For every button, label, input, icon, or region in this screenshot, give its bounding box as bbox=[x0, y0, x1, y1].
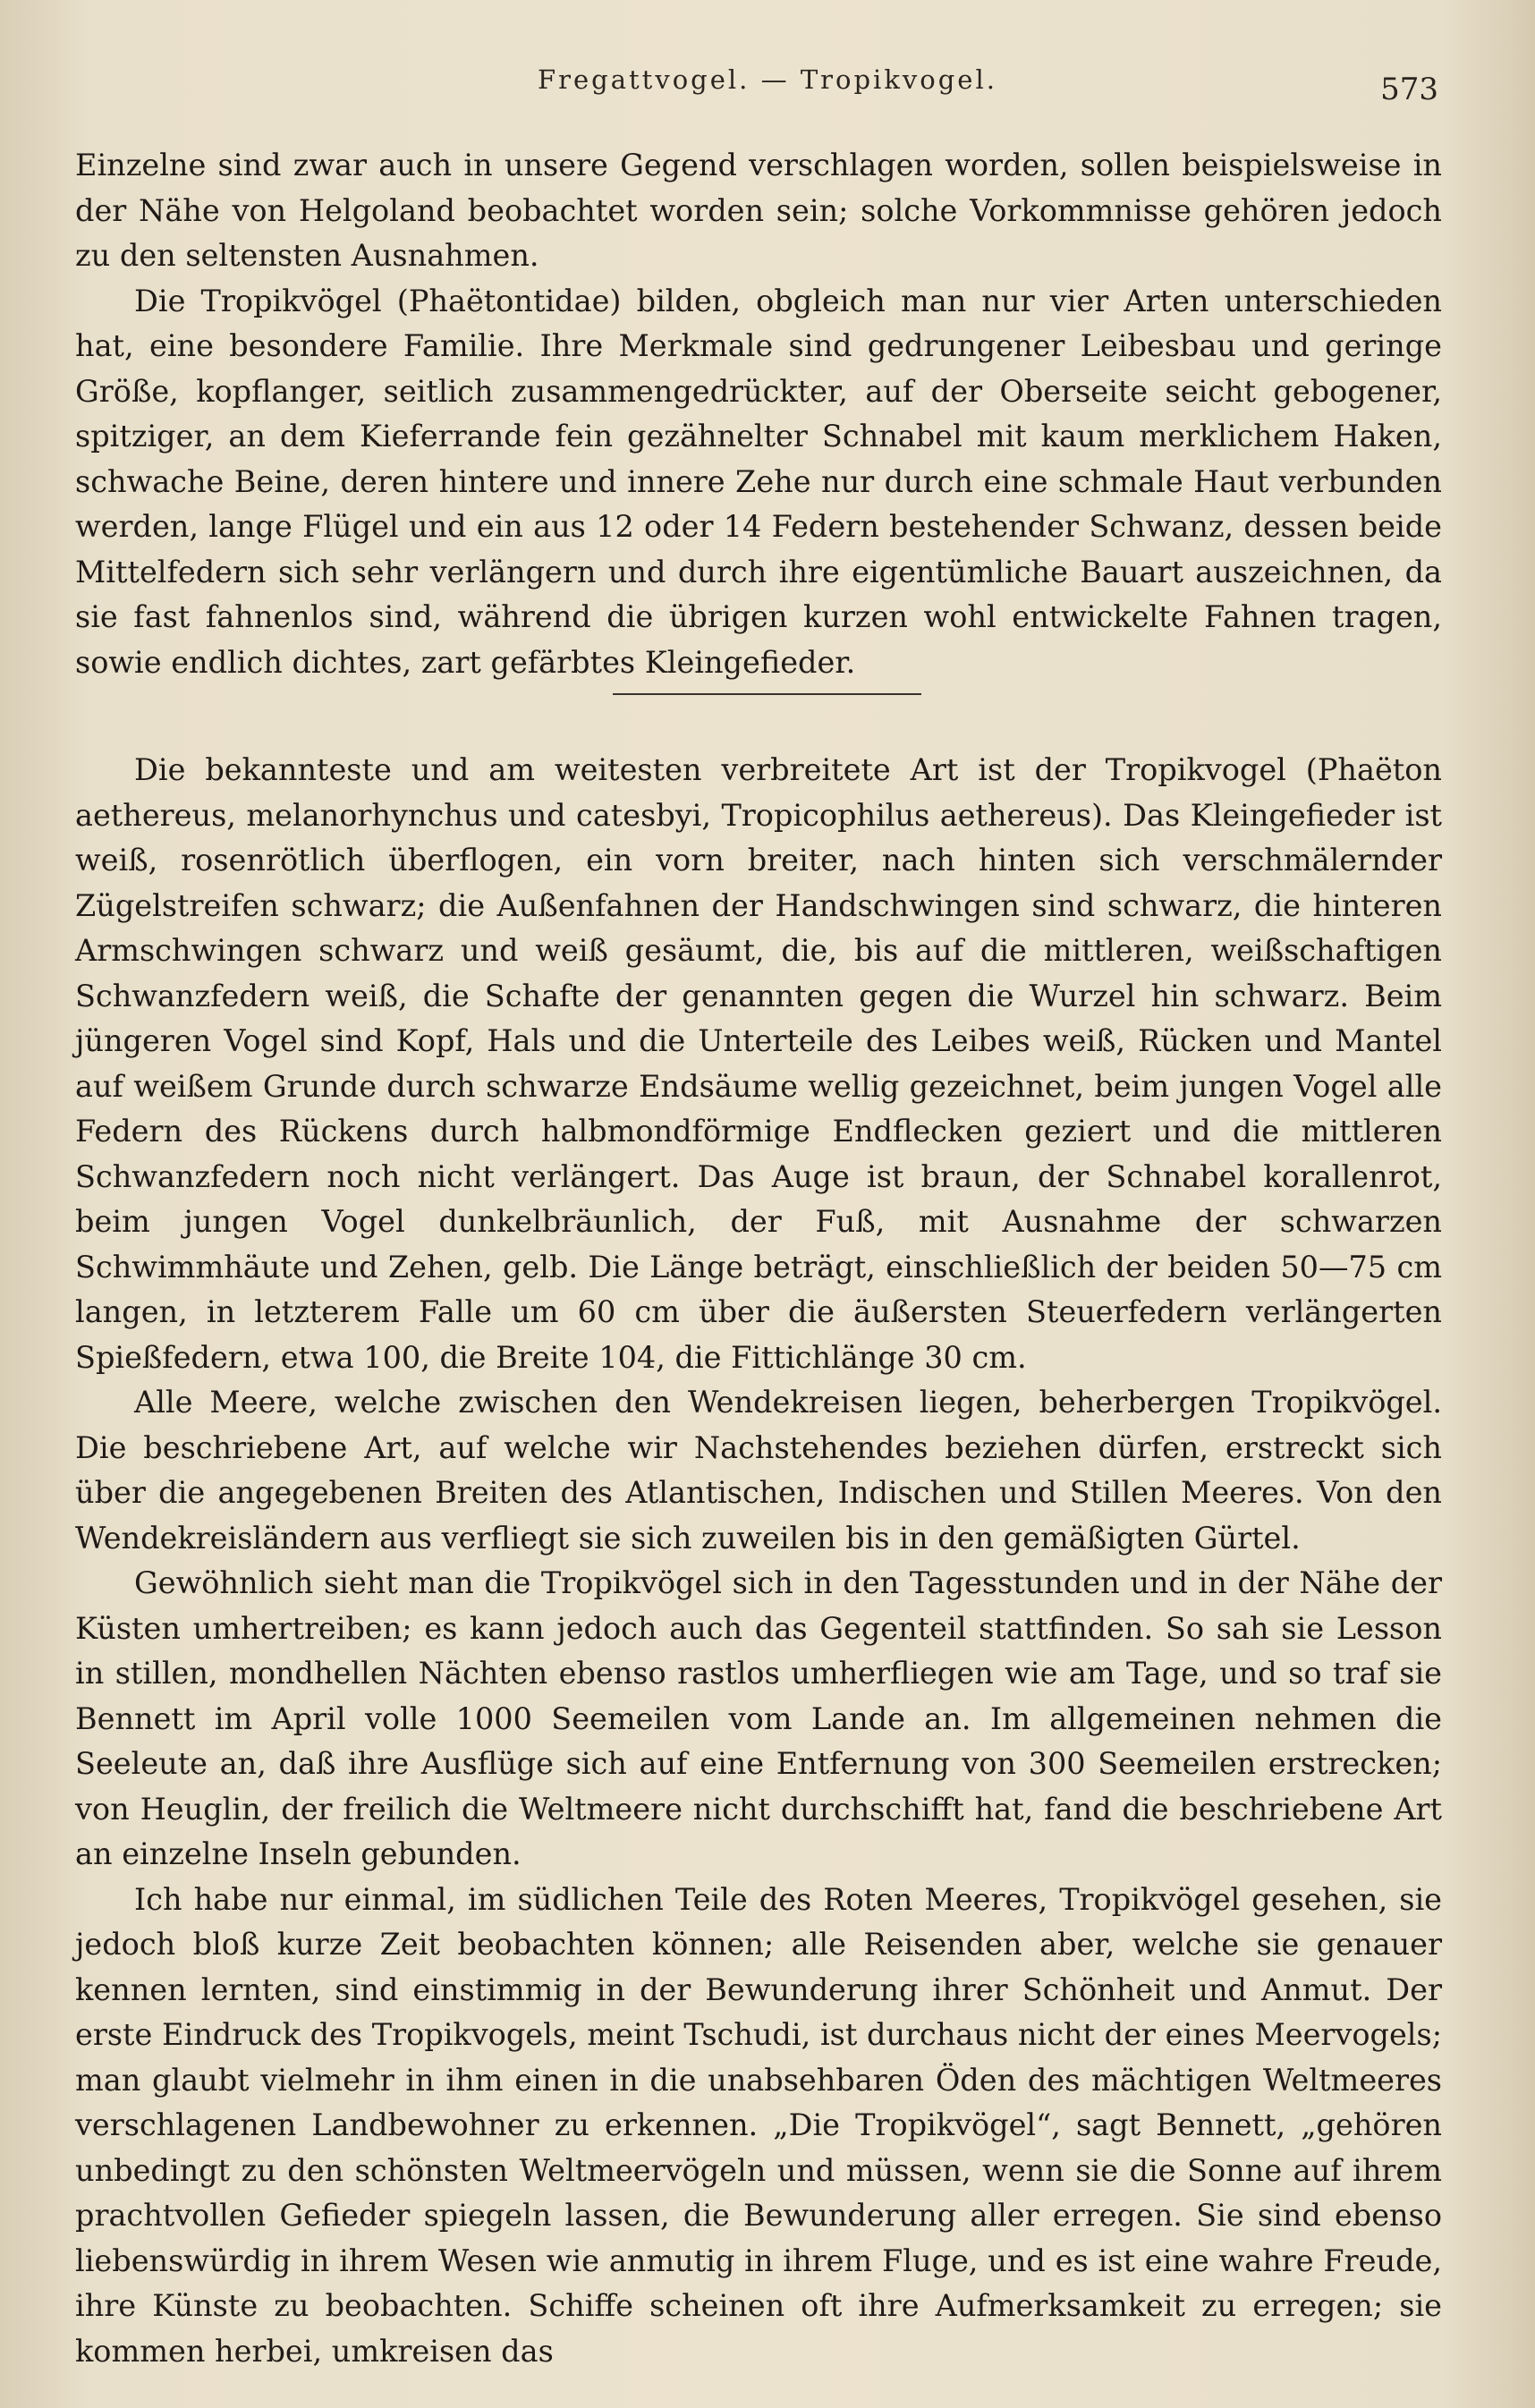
paragraph: Die Tropikvögel (Phaëtontidae) bilden, obgleich man nur vier Arten unterschieden hat, eine besondere Familie. Ihre Merkmale sind gedrungener Leibesbau und geringe Größe, kopflanger, seitlich zusammengedrückter, auf der Oberseite seicht gebogener, spitziger, an dem Kieferrande fein gezähnelter Schnabel mit kaum merklichem Haken, schwache Beine, deren hintere und innere Zehe nur durch eine schmale Haut verbunden werden, lange Flügel und ein aus 12 oder 14 Federn bestehender Schwanz, dessen beide Mittelfedern sich sehr verlängern und durch ihre eigentümliche Bauart auszeichnen, da sie fast fahnenlos sind, während die übrigen kurzen wohl entwickelte Fahnen tragen, sowie endlich dichtes, zart gefärbtes Kleingefieder. bbox=[75, 283, 1442, 680]
paragraph: Alle Meere, welche zwischen den Wendekreisen liegen, beherbergen Tropikvögel. Die beschriebene Art, auf welche wir Nachstehendes beziehen dürfen, erstreckt sich über die angegebenen Breiten des Atlantischen, Indischen und Stillen Meeres. Von den Wendekreisländern aus verfliegt sie sich zuweilen bis in den gemäßigten Gürtel. bbox=[75, 1385, 1442, 1556]
page-header bbox=[0, 64, 1535, 118]
section-species-description bbox=[75, 748, 1442, 2374]
paragraph: Die bekannteste und am weitesten verbreitete Art ist der Tropikvogel (Phaëton aethereus, melanorhynchus und catesbyi, Tropicophilus aethereus). Das Kleingefieder ist weiß, rosenrötlich überflogen, ein vorn breiter, nach hinten sich verschmälernder Zügelstreifen schwarz; die Außenfahnen der Handschwingen sind schwarz, die hinteren Armschwingen schwarz und weiß gesäumt, die, bis auf die mittleren, weißschaftigen Schwanzfedern weiß, die Schafte der genannten gegen die Wurzel hin schwarz. Beim jüngeren Vogel sind Kopf, Hals und die Unterteile des Leibes weiß, Rücken und Mantel auf weißem Grunde durch schwarze Endsäume wellig gezeichnet, beim jungen Vogel alle Federn des Rückens durch halbmondförmige Endflecken geziert und die mittleren Schwanzfedern noch nicht verlängert. Das Auge ist braun, der Schnabel korallenrot, beim jungen Vogel dunkelbräunlich, der Fuß, mit Ausnahme der schwarzen Schwimmhäute und Zehen, gelb. Die Länge beträgt, einschließlich der beiden 50—75 cm langen, in letzterem Falle um 60 cm über die äußersten Steuerfedern verlängerten Spießfedern, etwa 100, die Breite 104, die Fittichlänge 30 cm. bbox=[75, 752, 1442, 1375]
paragraph: Einzelne sind zwar auch in unsere Gegend verschlagen worden, sollen beispielsweise in der Nähe von Helgoland beobachtet worden sein; solche Vorkommnisse gehören jedoch zu den seltensten Ausnahmen. bbox=[75, 148, 1442, 273]
section-divider bbox=[613, 693, 921, 695]
page-number: 573 bbox=[1380, 72, 1438, 107]
paragraph: Gewöhnlich sieht man die Tropikvögel sich in den Tagesstunden und in der Nähe der Küsten umhertreiben; es kann jedoch auch das Gegenteil stattfinden. So sah sie Lesson in stillen, mondhellen Nächten ebenso rastlos umherfliegen wie am Tage, und so traf sie Bennett im April volle 1000 Seemeilen vom Lande an. Im allgemeinen nehmen die Seeleute an, daß ihre Ausflüge sich auf eine Entfernung von 300 Seemeilen erstrecken; von Heuglin, der freilich die Weltmeere nicht durchschifft hat, fand die beschriebene Art an einzelne Inseln gebunden. bbox=[75, 1565, 1442, 1871]
running-title: Fregattvogel. — Tropikvogel. bbox=[538, 64, 997, 95]
paragraph: Ich habe nur einmal, im südlichen Teile des Roten Meeres, Tropikvögel gesehen, sie jedoch bloß kurze Zeit beobachten können; alle Reisenden aber, welche sie genauer kennen lernten, sind einstimmig in der Bewunderung ihrer Schönheit und Anmut. Der erste Eindruck des Tropikvogels, meint Tschudi, ist durchaus nicht der eines Meervogels; man glaubt vielmehr in ihm einen in die unabsehbaren Öden des mächtigen Weltmeeres verschlagenen Landbewohner zu erkennen. „Die Tropikvögel“, sagt Bennett, „gehören unbedingt zu den schönsten Weltmeervögeln und müssen, wenn sie die Sonne auf ihrem prachtvollen Gefieder spiegeln lassen, die Bewunderung aller erregen. Sie sind ebenso liebenswürdig in ihrem Wesen wie anmutig in ihrem Fluge, und es ist eine wahre Freude, ihre Künste zu beobachten. Schiffe scheinen oft ihre Aufmerksamkeit zu erregen; sie kommen herbei, umkreisen das bbox=[75, 1881, 1442, 2369]
section-family-description bbox=[75, 143, 1442, 685]
